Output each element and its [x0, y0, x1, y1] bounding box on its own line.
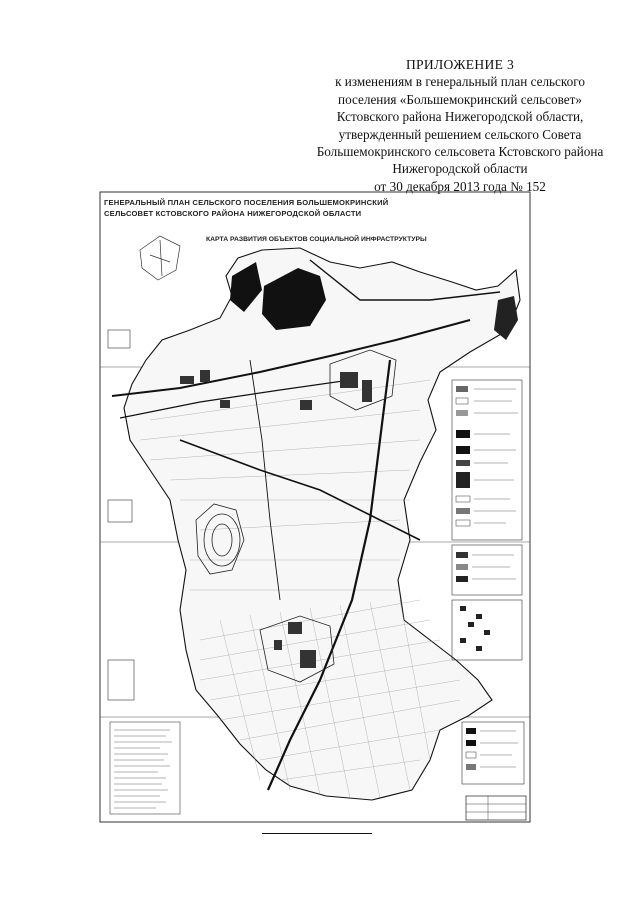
inset-overview [140, 236, 180, 280]
legend-lower [462, 722, 524, 784]
map-subtitle: КАРТА РАЗВИТИЯ ОБЪЕКТОВ СОЦИАЛЬНОЙ ИНФРАСТРУКТУРЫ [206, 236, 427, 243]
map-title [104, 198, 524, 219]
appendix-line-2: поселения «Большемокринский сельсовет» [338, 91, 582, 107]
appendix-line-7: от 30 декабря 2013 года № 152 [374, 178, 546, 194]
title-stamp [466, 796, 526, 820]
appendix-line-6: Нижегородской области [392, 161, 528, 177]
appendix-line-4: утвержденный решением сельского Совета [338, 126, 582, 142]
appendix-line-3: Кстовского района Нижегородской области, [336, 109, 584, 125]
bottom-divider [262, 833, 372, 834]
appendix-line-1: к изменениям в генеральный план сельского [335, 74, 585, 90]
explication-list [110, 722, 180, 814]
appendix-title: ПРИЛОЖЕНИЕ 3 [405, 57, 515, 72]
left-stamps [108, 330, 134, 700]
legend-middle [452, 545, 522, 595]
map-title-line-1: ГЕНЕРАЛЬНЫЙ ПЛАН СЕЛЬСКОГО ПОСЕЛЕНИЯ БОЛЬШЕМОКРИНСКИЙ [104, 198, 389, 207]
map-title-line-2: СЕЛЬСОВЕТ КСТОВСКОГО РАЙОНА НИЖЕГОРОДСКОЙ ОБЛАСТИ [104, 208, 362, 218]
legend-upper [452, 380, 522, 540]
legend-table [452, 600, 522, 660]
appendix-line-5: Большемокринского сельсовета Кстовского района [316, 144, 604, 160]
